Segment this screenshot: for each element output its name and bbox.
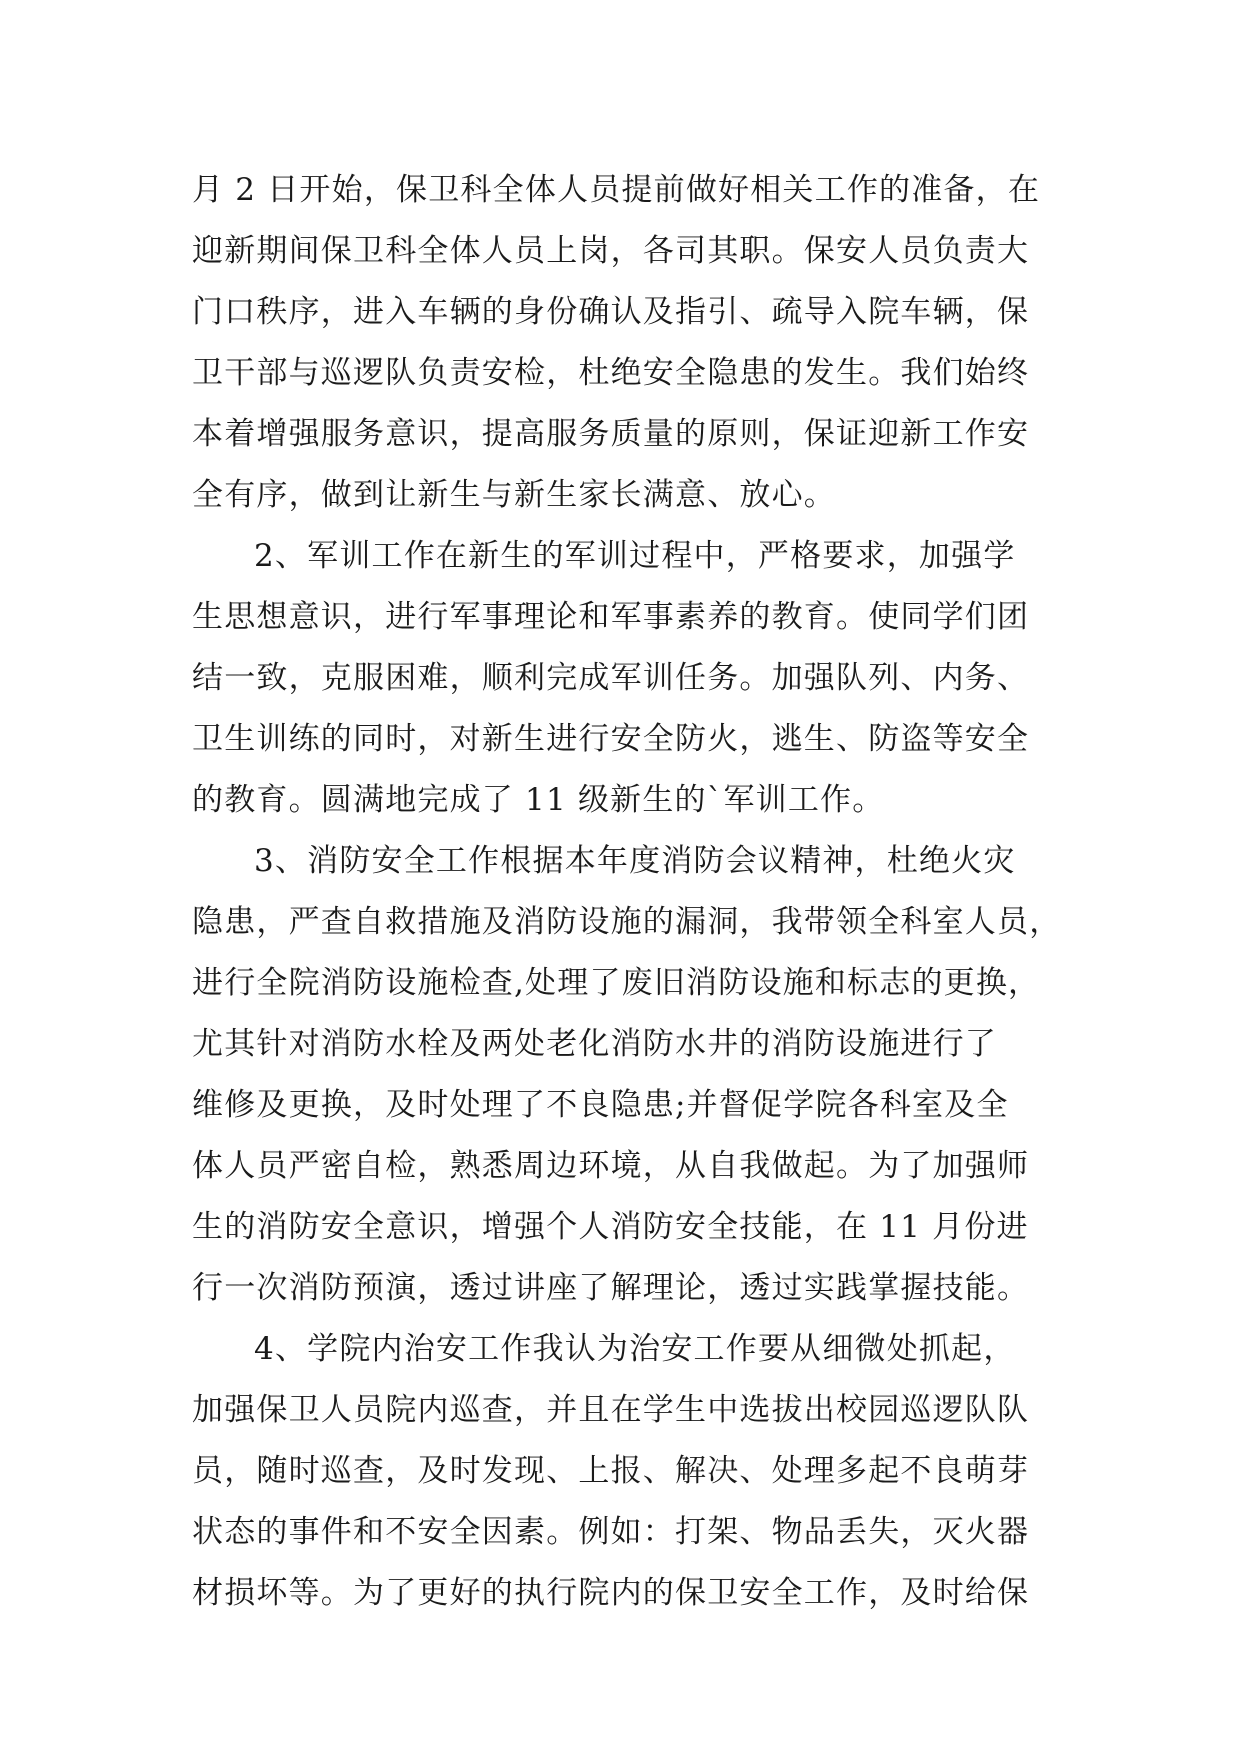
text-line: 行一次消防预演，透过讲座了解理论，透过实践掌握技能。: [192, 1270, 1030, 1306]
text-line: 月 2 日开始，保卫科全体人员提前做好相关工作的准备，在: [192, 172, 1041, 208]
text-line: 本着增强服务意识，提高服务质量的原则，保证迎新工作安: [192, 416, 1030, 452]
text-line: 生思想意识，进行军事理论和军事素养的教育。使同学们团: [192, 599, 1030, 635]
text-line: 门口秩序，进入车辆的身份确认及指引、疏导入院车辆，保: [192, 294, 1030, 330]
text-line: 迎新期间保卫科全体人员上岗，各司其职。保安人员负责大: [192, 233, 1030, 269]
text-line: 材损坏等。为了更好的执行院内的保卫安全工作，及时给保: [192, 1575, 1030, 1611]
text-line: 加强保卫人员院内巡查，并且在学生中选拔出校园巡逻队队: [192, 1392, 1030, 1428]
text-line: 隐患，严查自救措施及消防设施的漏洞，我带领全科室人员，: [192, 904, 1062, 940]
text-line: 状态的事件和不安全因素。例如：打架、物品丢失，灭火器: [192, 1514, 1030, 1550]
text-line: 的教育。圆满地完成了 11 级新生的`军训工作。: [192, 782, 885, 818]
text-line: 卫生训练的同时，对新生进行安全防火，逃生、防盗等安全: [192, 721, 1030, 757]
text-line: 体人员严密自检，熟悉周边环境，从自我做起。为了加强师: [192, 1148, 1030, 1184]
body-text: [192, 160, 1072, 1624]
paragraph-start-line: 2、军训工作在新生的军训过程中，严格要求，加强学: [254, 538, 1016, 574]
text-line: 尤其针对消防水栓及两处老化消防水井的消防设施进行了: [192, 1026, 997, 1062]
text-line: 卫干部与巡逻队负责安检，杜绝安全隐患的发生。我们始终: [192, 355, 1030, 391]
paragraph-start-line: 4、学院内治安工作我认为治安工作要从细微处抓起，: [254, 1331, 1016, 1367]
text-line: 生的消防安全意识，增强个人消防安全技能，在 11 月份进: [192, 1209, 1029, 1245]
text-line: 全有序，做到让新生与新生家长满意、放心。: [192, 477, 836, 513]
text-line: 员，随时巡查，及时发现、上报、解决、处理多起不良萌芽: [192, 1453, 1030, 1489]
text-line: 进行全院消防设施检查,处理了废旧消防设施和标志的更换，: [192, 965, 1041, 1001]
paragraph-start-line: 3、消防安全工作根据本年度消防会议精神，杜绝火灾: [254, 843, 1016, 879]
text-line: 结一致，克服困难，顺利完成军训任务。加强队列、内务、: [192, 660, 1030, 696]
text-line: 维修及更换，及时处理了不良隐患;并督促学院各科室及全: [192, 1087, 1009, 1123]
